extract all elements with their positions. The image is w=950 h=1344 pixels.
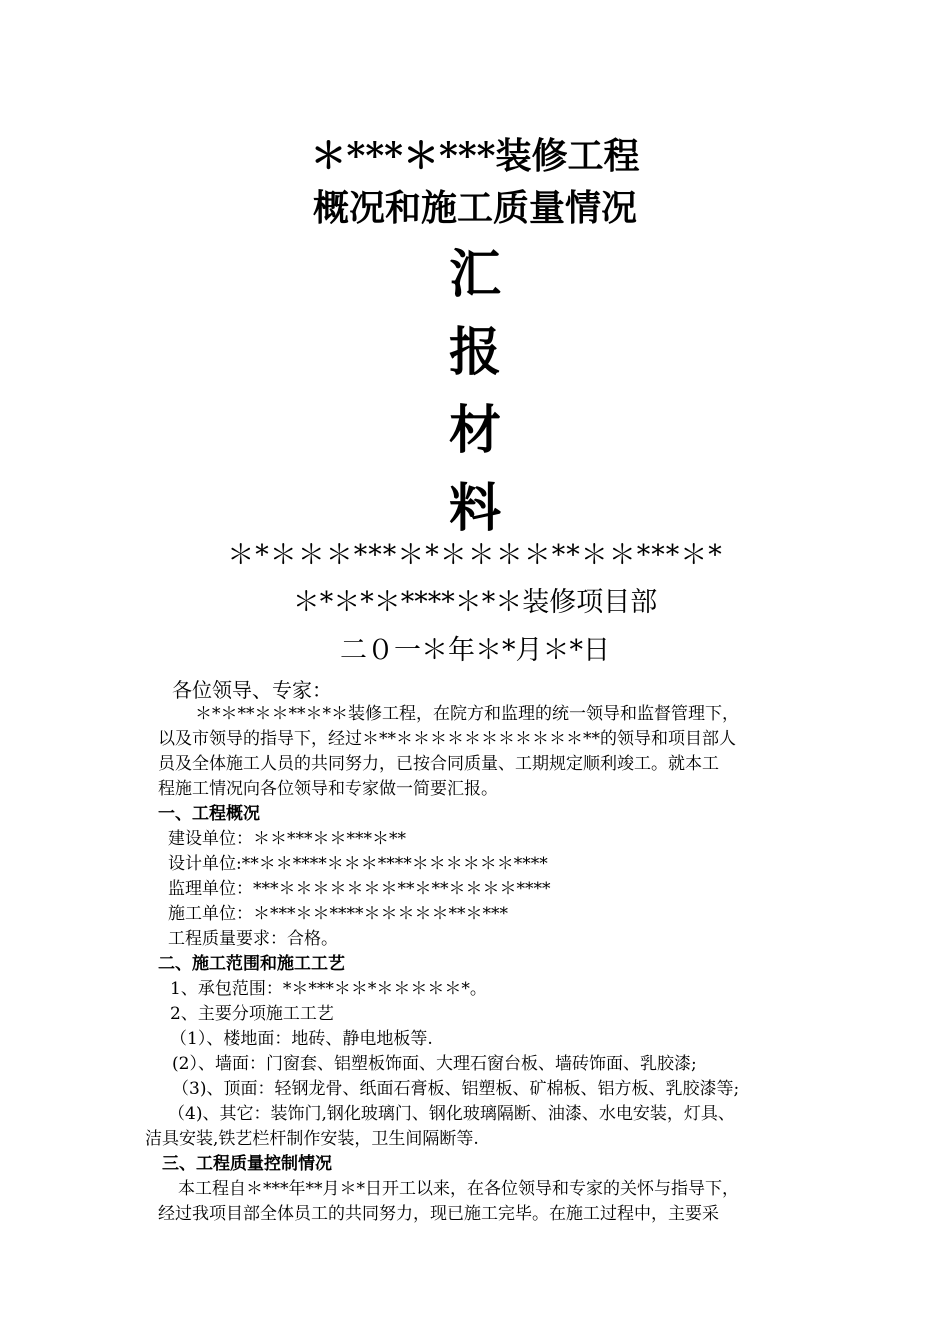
info-item: 建设单位：＊＊***＊＊***＊** (168, 829, 406, 849)
intro-line: ＊*＊**＊＊**＊*＊装修工程，在院方和监理的统一领导和监督管理下， (195, 704, 739, 724)
scope-item: （4)、其它：装饰门,钢化玻璃门、钢化玻璃隔断、油漆、水电安装，灯具、 (168, 1104, 735, 1124)
info-item: 工程质量要求：合格。 (168, 929, 338, 949)
organization-line-2: ＊*＊*＊****＊*＊装修项目部 (292, 587, 658, 618)
intro-line: 程施工情况向各位领导和专家做一简要汇报。 (158, 779, 498, 799)
title-char: 材 (448, 400, 501, 461)
scope-item: （3)、顶面：轻钢龙骨、纸面石膏板、铝塑板、矿棉板、铝方板、乳胶漆等; (172, 1079, 740, 1099)
info-item: 设计单位:**＊＊****＊＊＊****＊＊＊＊＊＊**** (168, 854, 548, 874)
scope-item: (2）、墙面：门窗套、铝塑板饰面、大理石窗台板、墙砖饰面、乳胶漆; (172, 1054, 697, 1074)
greeting: 各位领导、专家： (172, 678, 332, 702)
title-char: 汇 (448, 244, 501, 305)
title-line-2: 概况和施工质量情况 (312, 187, 637, 229)
body-line: 经过我项目部全体员工的共同努力，现已施工完毕。在施工过程中，主要采 (158, 1204, 719, 1224)
scope-item: 1、承包范围：*＊***＊＊*＊＊＊＊＊*。 (170, 979, 487, 999)
intro-line: 以及市领导的指导下，经过＊**＊＊＊＊＊＊＊＊＊＊＊**的领导和项目部人 (158, 729, 736, 749)
section-heading: 三、工程质量控制情况 (162, 1154, 332, 1174)
info-item: 监理单位：***＊＊＊＊＊＊＊**＊**＊＊＊＊**** (168, 879, 551, 899)
title-char: 料 (448, 478, 501, 539)
title-line-1: ＊***＊***装修工程 (310, 135, 640, 177)
scope-item: 洁具安装,铁艺栏杆制作安装，卫生间隔断等. (145, 1129, 479, 1149)
info-item: 施工单位：＊***＊＊****＊＊＊＊＊**＊*** (168, 904, 508, 924)
intro-line: 员及全体施工人员的共同努力，已按合同质量、工期规定顺利竣工。就本工 (158, 754, 719, 774)
body-line: 本工程自＊***年**月＊*日开工以来，在各位领导和专家的关怀与指导下， (178, 1179, 739, 1199)
report-date: 二０一＊年＊*月＊*日 (340, 635, 610, 666)
scope-item: 2、主要分项施工工艺 (170, 1004, 334, 1024)
title-char: 报 (448, 322, 501, 383)
section-heading: 一、工程概况 (158, 804, 260, 824)
scope-item: （1）、楼地面：地砖、静电地板等. (170, 1029, 433, 1049)
organization-line-1: ＊*＊＊＊***＊*＊＊＊＊**＊＊***＊* (227, 540, 723, 571)
section-heading: 二、施工范围和施工工艺 (158, 954, 345, 974)
